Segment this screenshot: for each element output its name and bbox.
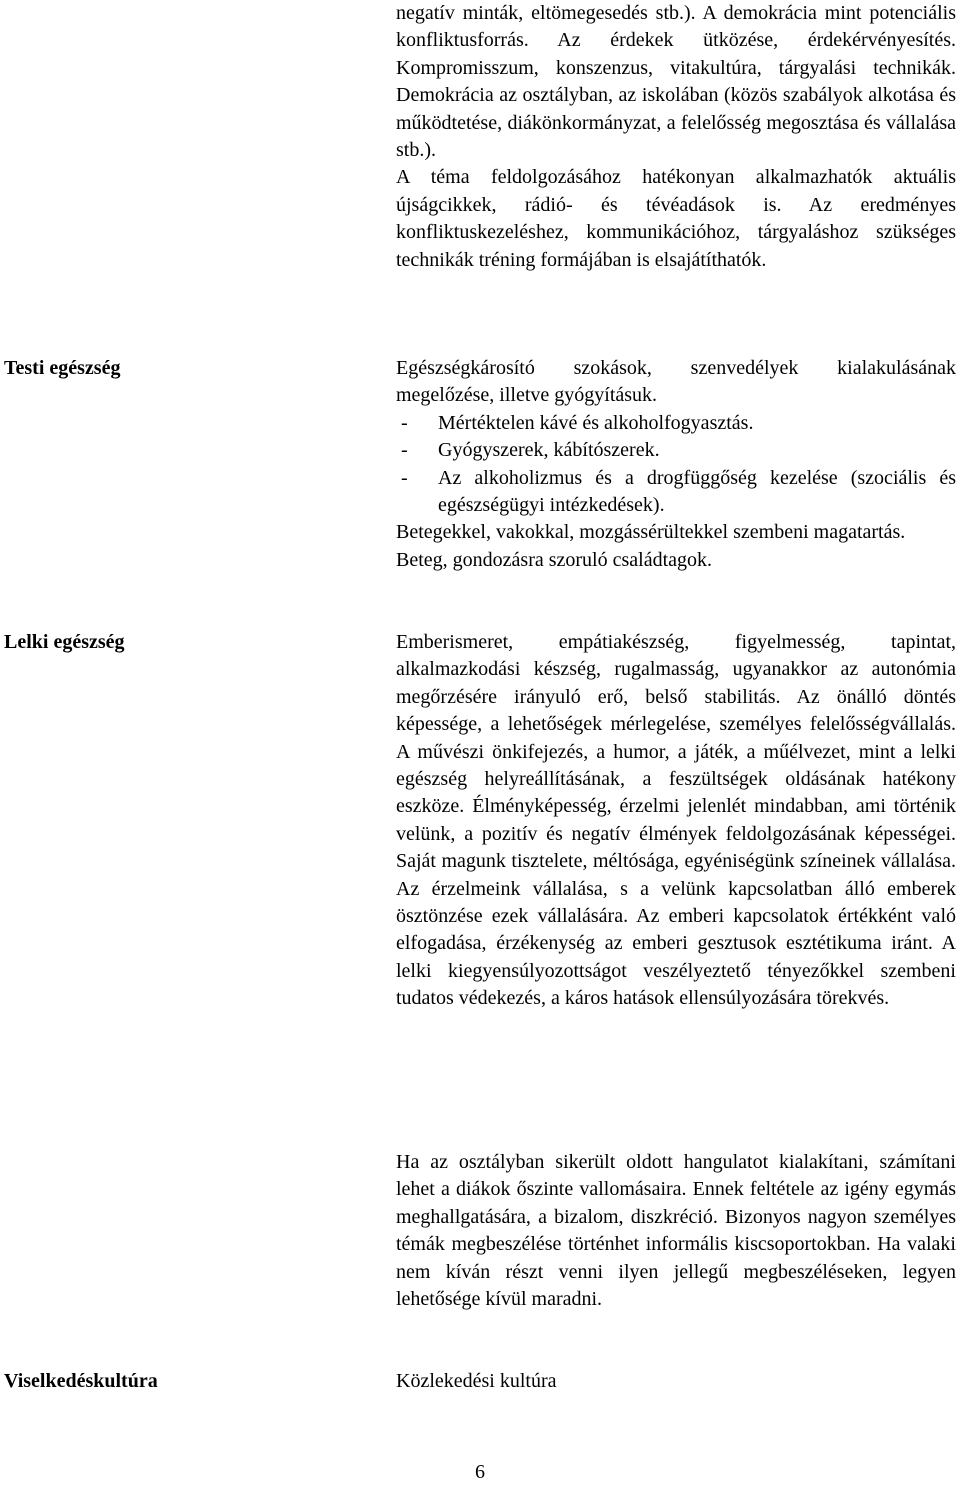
list-dash: - [401, 466, 408, 489]
list-item-text: Gyógyszerek, kábítószerek. [438, 439, 660, 462]
lelki-paragraph-class: Ha az osztályban sikerült oldott hangulatot kialakítani, számítani lehet a diákok őszinte vallomásaira. Ennek feltétele az igény egymás meghallgatására, a bizalom, diszkréció. Bizonyos nagyon személyes témák megbeszélése történhet informális kiscsoportokban. Ha valaki nem kíván részt venni ilyen jellegű megbeszéléseken, legyen lehetősége kívül maradni. [396, 1151, 956, 1311]
list-item [396, 410, 956, 437]
testi-paragraph-behaviour: Betegekkel, vakokkal, mozgássérültekkel szembeni magatartás. [396, 521, 906, 544]
list-item-text: Mértéktelen kávé és alkoholfogyasztás. [438, 411, 754, 434]
section-label-viselkedes: Viselkedéskultúra [4, 1370, 158, 1392]
list-dash: - [401, 411, 408, 434]
section-label-lelki: Lelki egészség [4, 631, 125, 653]
lelki-section-2 [396, 1149, 956, 1313]
intro-paragraph-techniques: A téma feldolgozásához hatékonyan alkalmazhatók aktuális újságcikkek, rádió- és tévéadások is. Az eredményes konfliktuskezeléshez, kommunikációhoz, tárgyaláshoz szükséges technikák tréning formájában is elsajátíthatók. [396, 166, 956, 271]
section-label-testi: Testi egészség [4, 357, 121, 379]
list-item [396, 437, 956, 464]
testi-intro: Egészségkárosító szokások, szenvedélyek kialakulásának megelőzése, illetve gyógyításuk. [396, 357, 956, 407]
lelki-paragraph-main: Emberismeret, empátiakészség, figyelmesség, tapintat, alkalmazkodási készség, rugalmasság, ugyanakkor az autonómia megőrzésére irányuló erő, belső stabilitás. Az önálló döntés képessége, a lehetőségek mérlegelése, személyes felelősségvállalás. A művészi önkifejezés, a humor, a játék, a műélvezet, mint a lelki egészség helyreállításának, a feszültségek oldásának hatékony eszköze. Élményképesség, érzelmi jelenlét mindabban, ami történik velünk, a pozitív és negatív élmények feldolgozásának képességei. Saját magunk tisztelete, méltósága, egyéniségünk színeinek vállalása. Az érzelmeink vállalása, s a velünk kapcsolatban álló emberek ösztönzése ezek vállalására. Az emberi kapcsolatok értékként való elfogadása, érzékenység az emberi gesztusok esztétikuma iránt. A lelki kiegyensúlyozottságot veszélyeztető tényezőkkel szembeni tudatos védekezés, a káros hatások ellensúlyozására törekvés. [396, 631, 956, 1010]
page-number: 6 [475, 1461, 485, 1483]
viselkedes-section [396, 1368, 956, 1395]
lelki-section [396, 629, 956, 1013]
viselkedes-text: Közlekedési kultúra [396, 1370, 557, 1392]
intro-paragraph-democracy: negatív minták, eltömegesedés stb.). A demokrácia mint potenciális konfliktusforrás. Az érdekek ütközése, érdekérvényesítés. Kompromisszum, konszenzus, vitakultúra, tárgyalási technikák. Demokrácia az osztályban, az iskolában (közös szabályok alkotása és működtetése, diákönkormányzat, a felelősség megosztása és vállalása stb.). [396, 2, 956, 162]
testi-paragraph-family: Beteg, gondozásra szoruló családtagok. [396, 548, 713, 571]
list-dash: - [401, 439, 408, 462]
list-item-text: Az alkoholizmus és a drogfüggőség kezelése (szociális és egészségügyi intézkedések). [438, 466, 956, 517]
testi-section [396, 355, 956, 574]
intro-section [396, 0, 956, 274]
list-item [396, 465, 956, 520]
